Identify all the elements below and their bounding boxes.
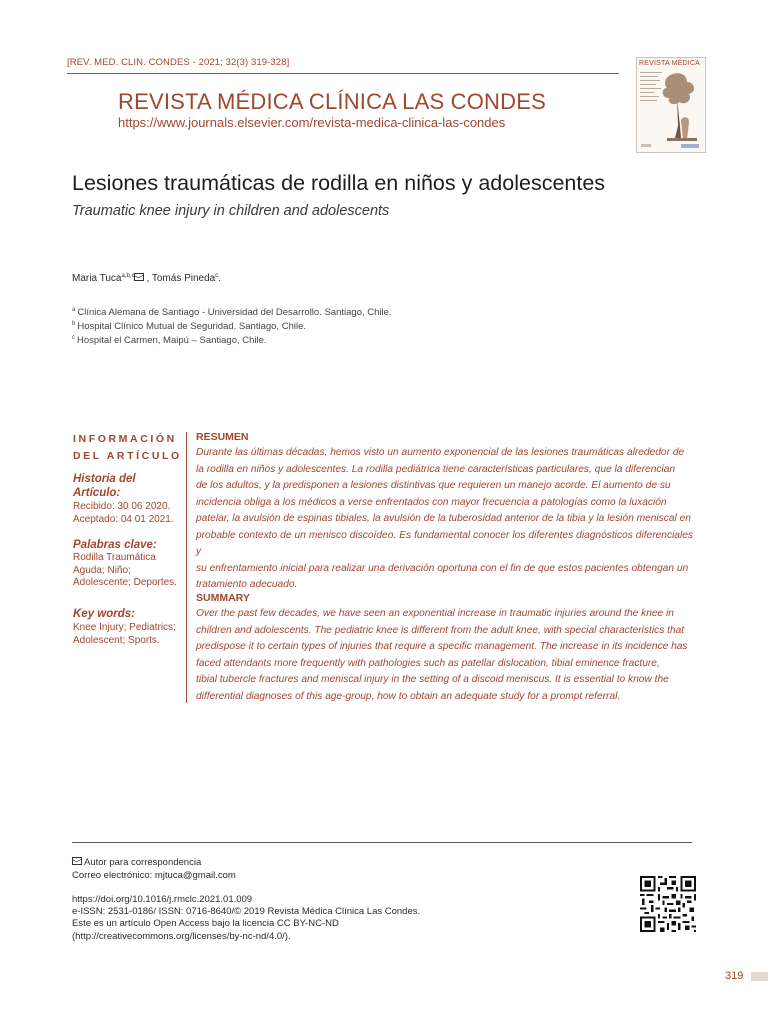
affiliation-mark: a: [72, 307, 76, 313]
article-subtitle: Traumatic knee injury in children and adolescents: [72, 203, 390, 219]
history-heading-line: Artículo:: [73, 487, 121, 499]
keyword-line: Adolescent; Sports.: [73, 634, 160, 646]
summary-heading: SUMMARY: [196, 592, 250, 604]
resumen-heading: RESUMEN: [196, 431, 249, 443]
abstract-line: Over the past few decades, we have seen an exponential increase in traumatic injuries around the knee in: [196, 608, 674, 619]
accepted-date: Aceptado: 04 01 2021.: [73, 513, 174, 525]
affiliation-mark: c: [72, 335, 75, 341]
keyword-line: Rodilla Traumática: [73, 552, 156, 563]
abstract-line: incidencia obliga a los médicos a verse enfrentados con mayor frecuencia a patologías como la luxación: [196, 496, 667, 508]
keyword-line: Knee Injury; Pediatrics;: [73, 622, 176, 633]
author-affiliation-marks: c: [215, 273, 219, 279]
affiliation-text: Hospital el Carmen, Maipú – Santiago, Chile.: [77, 335, 267, 346]
keyword-line: Adolescente; Deportes.: [73, 577, 177, 588]
abstract-line: la rodilla en niños y adolescentes. La rodilla pediátrica tiene características particulares, que la diferencian: [196, 463, 676, 475]
cover-illustration: [637, 68, 705, 152]
correspondence-email[interactable]: Correo electrónico: mjtuca@gmail.com: [72, 869, 236, 881]
article-info-heading: [73, 431, 182, 465]
journal-url-link[interactable]: https://www.journals.elsevier.com/revista-medica-clinica-las-condes: [118, 115, 506, 130]
journal-citation: [REV. MED. CLIN. CONDES - 2021; 32(3) 319-328]: [67, 57, 290, 68]
history-heading-line: Historia del: [73, 473, 136, 485]
keywords-es-list: [73, 552, 185, 590]
abstract-line: de los adultos, y la predisponen a lesiones distintivas que requieren un manejo acorde. El aumento de su: [196, 480, 671, 491]
issn-line: e-ISSN: 2531-0186/ ISSN: 0716-8640/© 2019 Revista Médica Clínica Las Condes.: [72, 906, 421, 918]
abstract-line: predispose it to certain types of injuries that require a specific management. The increase in its incidence has: [196, 641, 688, 652]
author-separator: .: [218, 273, 222, 284]
affiliation-item: [72, 335, 267, 346]
keywords-en-list: [73, 622, 185, 647]
qr-code-icon[interactable]: [640, 876, 696, 932]
author-name[interactable]: Tomás Pineda: [151, 273, 216, 284]
cover-title: REVISTA MÉDICA: [639, 60, 701, 67]
page-number-tab: [751, 972, 768, 981]
history-heading: [73, 472, 136, 500]
license-line: Este es un artículo Open Access bajo la licencia CC BY-NC-ND: [72, 918, 339, 930]
affiliation-text: Hospital Clínico Mutual de Seguridad. Santiago, Chile.: [77, 321, 307, 332]
author-separator: ,: [146, 273, 152, 284]
header-divider: [67, 73, 619, 74]
correspondence-label: Autor para correspondencia: [84, 857, 202, 868]
keywords-es-heading: Palabras clave:: [73, 539, 157, 551]
abstract-line: children and adolescents. The pediatric knee is different from the adult knee, with special characteristics that: [196, 624, 685, 636]
affiliation-text: Clínica Alemana de Santiago - Universidad del Desarrollo. Santiago, Chile.: [77, 307, 392, 318]
abstract-line: tratamiento adecuado.: [196, 579, 298, 590]
article-title: Lesiones traumáticas de rodilla en niños y adolescentes: [72, 171, 606, 195]
footer-divider: [72, 842, 692, 843]
abstract-line: su enfrentamiento inicial para realizar una derivación oportuna con el fin de que estos pacientes obtengan un: [196, 562, 689, 574]
abstract-line: faced attendants more frequently with pathologies such as patellar dislocation, tibial eminence fracture,: [196, 657, 660, 669]
author-list: [72, 273, 221, 284]
journal-cover-thumbnail: [636, 57, 706, 153]
article-info-heading-line: INFORMACIÓN: [73, 433, 177, 445]
page-number: 319: [725, 970, 744, 982]
affiliation-item: [72, 307, 392, 318]
keywords-en-heading: Key words:: [73, 608, 135, 620]
publication-metadata: [72, 894, 420, 943]
envelope-icon: [72, 857, 82, 865]
author-affiliation-marks: a,b,c: [121, 273, 135, 279]
correspondence-block: [72, 857, 236, 882]
article-info-heading-line: DEL ARTÍCULO: [73, 450, 182, 462]
affiliation-mark: b: [72, 321, 76, 327]
abstract-line: tibial tubercle fractures and meniscal injury in the setting of a discoid meniscus. It is essential to know the: [196, 674, 669, 685]
received-date: Recibido: 30 06 2020.: [73, 501, 171, 512]
keyword-line: Aguda; Niño;: [73, 564, 131, 576]
journal-title: REVISTA MÉDICA CLÍNICA LAS CONDES: [118, 89, 546, 114]
abstract-line: patelar, la avulsión de espinas tibiales, la avulsión de la tuberosidad anterior de la tibia y la lesión meniscal en: [196, 513, 691, 524]
sidebar-divider: [186, 432, 187, 703]
abstract-line: probable contexto de un menisco discoídeo. Es fundamental conocer los diferentes diagnósticos diferenciales y: [196, 529, 693, 557]
resumen-text: [196, 445, 693, 594]
affiliation-item: [72, 321, 306, 332]
abstract-line: Durante las últimas décadas, hemos visto un aumento exponencial de las lesiones traumáticas alrededor de: [196, 447, 685, 458]
doi-link[interactable]: https://doi.org/10.1016/j.rmclc.2021.01.009: [72, 894, 253, 905]
author-name[interactable]: Maria Tuca: [72, 273, 122, 284]
abstract-line: differential diagnoses of this age-group, how to obtain an adequate study for a prompt referral.: [196, 690, 621, 702]
summary-text: [196, 606, 693, 705]
history-dates: [73, 501, 185, 526]
envelope-icon[interactable]: [134, 273, 144, 281]
license-link[interactable]: (http://creativecommons.org/licenses/by-nc-nd/4.0/).: [72, 930, 291, 942]
